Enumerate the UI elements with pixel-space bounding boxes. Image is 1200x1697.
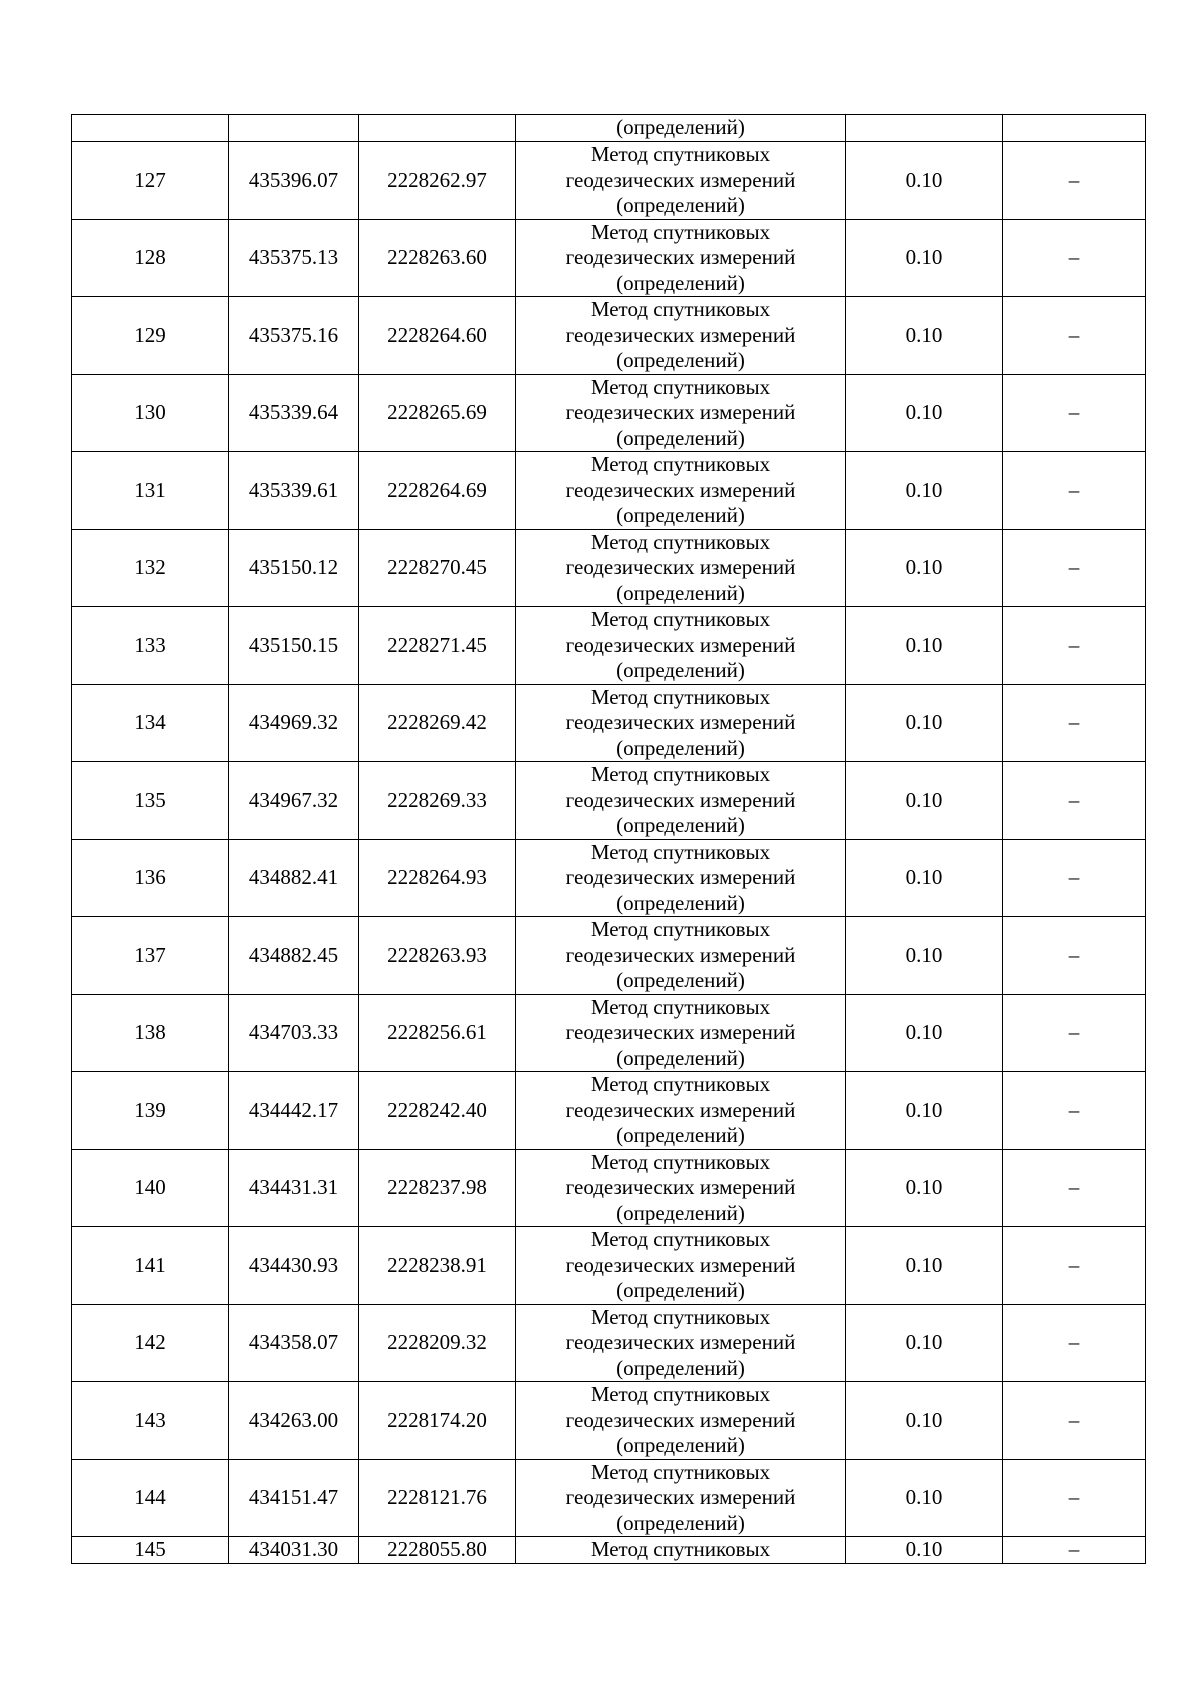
cell-x-coordinate: 435375.13 xyxy=(229,219,359,297)
cell-x-coordinate: 434882.45 xyxy=(229,917,359,995)
cell-note xyxy=(1003,115,1146,142)
cell-method xyxy=(516,762,846,840)
cell-note: – xyxy=(1003,297,1146,375)
cell-precision: 0.10 xyxy=(846,142,1003,220)
method-text: Метод спутниковых геодезических измерений (определений) xyxy=(565,529,796,605)
cell-point-number: 128 xyxy=(72,219,229,297)
cell-method xyxy=(516,1459,846,1537)
cell-precision: 0.10 xyxy=(846,374,1003,452)
cell-precision: 0.10 xyxy=(846,452,1003,530)
cell-method xyxy=(516,374,846,452)
cell-point-number: 137 xyxy=(72,917,229,995)
method-text: Метод спутниковых xyxy=(590,1537,771,1561)
cell-point-number: 133 xyxy=(72,607,229,685)
cell-note: – xyxy=(1003,1459,1146,1537)
table-row xyxy=(72,839,1146,917)
cell-method xyxy=(516,142,846,220)
cell-note: – xyxy=(1003,452,1146,530)
coordinates-table xyxy=(71,114,1146,1564)
table-row xyxy=(72,374,1146,452)
cell-x-coordinate: 435150.15 xyxy=(229,607,359,685)
table-row xyxy=(72,219,1146,297)
cell-precision: 0.10 xyxy=(846,297,1003,375)
cell-note: – xyxy=(1003,529,1146,607)
table-row xyxy=(72,142,1146,220)
cell-point-number: 138 xyxy=(72,994,229,1072)
cell-precision: 0.10 xyxy=(846,1537,1003,1564)
cell-point-number: 135 xyxy=(72,762,229,840)
table-row xyxy=(72,762,1146,840)
cell-method xyxy=(516,297,846,375)
table-row xyxy=(72,1382,1146,1460)
cell-x-coordinate: 435339.64 xyxy=(229,374,359,452)
cell-method: (определений) xyxy=(516,115,846,142)
cell-method xyxy=(516,1382,846,1460)
cell-method xyxy=(516,1537,846,1564)
cell-y-coordinate: 2228242.40 xyxy=(359,1072,516,1150)
cell-x-coordinate: 434430.93 xyxy=(229,1227,359,1305)
method-text: Метод спутниковых геодезических измерений (определений) xyxy=(565,917,796,992)
method-text: Метод спутниковых геодезических измерений (определений) xyxy=(565,762,796,837)
table-row xyxy=(72,452,1146,530)
cell-method xyxy=(516,529,846,607)
table-body xyxy=(72,115,1146,1564)
cell-y-coordinate: 2228238.91 xyxy=(359,1227,516,1305)
table-row xyxy=(72,1227,1146,1305)
table-row xyxy=(72,1459,1146,1537)
cell-note: – xyxy=(1003,1227,1146,1305)
cell-x-coordinate: 435375.16 xyxy=(229,297,359,375)
table-row xyxy=(72,529,1146,607)
cell-x-coordinate: 434263.00 xyxy=(229,1382,359,1460)
cell-precision: 0.10 xyxy=(846,219,1003,297)
method-text: Метод спутниковых геодезических измерений (определений) xyxy=(565,1149,796,1225)
cell-note: – xyxy=(1003,1537,1146,1564)
cell-precision: 0.10 xyxy=(846,1149,1003,1227)
cell-y-coordinate: 2228262.97 xyxy=(359,142,516,220)
cell-note: – xyxy=(1003,994,1146,1072)
cell-method xyxy=(516,219,846,297)
table-row xyxy=(72,684,1146,762)
cell-precision: 0.10 xyxy=(846,994,1003,1072)
cell-y-coordinate: 2228209.32 xyxy=(359,1304,516,1382)
table-row-continued xyxy=(72,115,1146,142)
method-text: Метод спутниковых геодезических измерений (определений) xyxy=(565,219,796,295)
cell-x-coordinate: 434431.31 xyxy=(229,1149,359,1227)
cell-precision: 0.10 xyxy=(846,529,1003,607)
table-row xyxy=(72,994,1146,1072)
cell-point-number: 143 xyxy=(72,1382,229,1460)
cell-note: – xyxy=(1003,219,1146,297)
cell-x-coordinate: 434703.33 xyxy=(229,994,359,1072)
cell-y-coordinate: 2228269.42 xyxy=(359,684,516,762)
method-text: Метод спутниковых геодезических измерений (определений) xyxy=(565,452,796,527)
cell-x-coordinate: 434967.32 xyxy=(229,762,359,840)
cell-point-number: 127 xyxy=(72,142,229,220)
cell-y-coordinate: 2228174.20 xyxy=(359,1382,516,1460)
method-text: Метод спутниковых геодезических измерений (определений) xyxy=(565,374,796,450)
cell-x-coordinate: 435150.12 xyxy=(229,529,359,607)
cell-y-coordinate: 2228264.69 xyxy=(359,452,516,530)
cell-method xyxy=(516,607,846,685)
cell-precision: 0.10 xyxy=(846,917,1003,995)
method-text: Метод спутниковых геодезических измерений (определений) xyxy=(565,297,796,372)
cell-point-number: 144 xyxy=(72,1459,229,1537)
cell-note: – xyxy=(1003,607,1146,685)
cell-x-coordinate: 434882.41 xyxy=(229,839,359,917)
table-row-partial xyxy=(72,1537,1146,1564)
method-text: Метод спутниковых геодезических измерений (определений) xyxy=(565,684,796,760)
cell-x-coordinate: 435339.61 xyxy=(229,452,359,530)
cell-precision: 0.10 xyxy=(846,607,1003,685)
cell-x-coordinate: 435396.07 xyxy=(229,142,359,220)
cell-method xyxy=(516,1149,846,1227)
cell-point-number: 139 xyxy=(72,1072,229,1150)
cell-x-coordinate: 434151.47 xyxy=(229,1459,359,1537)
cell-point-number: 141 xyxy=(72,1227,229,1305)
cell-method xyxy=(516,839,846,917)
cell-precision: 0.10 xyxy=(846,1304,1003,1382)
cell-point-number: 136 xyxy=(72,839,229,917)
cell-y-coordinate: 2228263.93 xyxy=(359,917,516,995)
cell-point-number: 131 xyxy=(72,452,229,530)
cell-y-coordinate: 2228237.98 xyxy=(359,1149,516,1227)
cell-y-coordinate: 2228265.69 xyxy=(359,374,516,452)
cell-y-coordinate: 2228055.80 xyxy=(359,1537,516,1564)
cell-point-number: 129 xyxy=(72,297,229,375)
method-text: Метод спутниковых геодезических измерений (определений) xyxy=(565,1304,796,1380)
cell-point-number: 142 xyxy=(72,1304,229,1382)
cell-note: – xyxy=(1003,684,1146,762)
cell-point-number: 145 xyxy=(72,1537,229,1564)
method-text: Метод спутниковых геодезических измерений (определений) xyxy=(565,1227,796,1302)
cell-precision: 0.10 xyxy=(846,1072,1003,1150)
cell-y-coordinate xyxy=(359,115,516,142)
table-row xyxy=(72,1304,1146,1382)
cell-x-coordinate: 434969.32 xyxy=(229,684,359,762)
cell-note: – xyxy=(1003,1304,1146,1382)
cell-precision: 0.10 xyxy=(846,1382,1003,1460)
cell-point-number xyxy=(72,115,229,142)
cell-point-number: 134 xyxy=(72,684,229,762)
method-text: Метод спутниковых геодезических измерений (определений) xyxy=(565,142,796,217)
cell-note: – xyxy=(1003,839,1146,917)
cell-precision: 0.10 xyxy=(846,839,1003,917)
cell-precision: 0.10 xyxy=(846,1227,1003,1305)
cell-x-coordinate: 434031.30 xyxy=(229,1537,359,1564)
cell-point-number: 140 xyxy=(72,1149,229,1227)
cell-note: – xyxy=(1003,374,1146,452)
cell-y-coordinate: 2228264.60 xyxy=(359,297,516,375)
cell-note: – xyxy=(1003,142,1146,220)
cell-note: – xyxy=(1003,762,1146,840)
cell-y-coordinate: 2228270.45 xyxy=(359,529,516,607)
cell-point-number: 130 xyxy=(72,374,229,452)
table-row xyxy=(72,297,1146,375)
cell-note: – xyxy=(1003,1072,1146,1150)
cell-method xyxy=(516,1304,846,1382)
cell-y-coordinate: 2228271.45 xyxy=(359,607,516,685)
cell-method xyxy=(516,684,846,762)
cell-method xyxy=(516,1072,846,1150)
cell-precision: 0.10 xyxy=(846,1459,1003,1537)
method-text: Метод спутниковых геодезических измерений (определений) xyxy=(565,839,796,915)
cell-x-coordinate: 434358.07 xyxy=(229,1304,359,1382)
cell-method xyxy=(516,1227,846,1305)
cell-x-coordinate: 434442.17 xyxy=(229,1072,359,1150)
cell-y-coordinate: 2228256.61 xyxy=(359,994,516,1072)
cell-x-coordinate xyxy=(229,115,359,142)
cell-y-coordinate: 2228264.93 xyxy=(359,839,516,917)
cell-note: – xyxy=(1003,917,1146,995)
table-row xyxy=(72,1149,1146,1227)
method-text: Метод спутниковых геодезических измерений (определений) xyxy=(565,1072,796,1147)
cell-method xyxy=(516,917,846,995)
cell-point-number: 132 xyxy=(72,529,229,607)
cell-precision xyxy=(846,115,1003,142)
cell-method xyxy=(516,994,846,1072)
table-row xyxy=(72,1072,1146,1150)
method-text: Метод спутниковых геодезических измерений (определений) xyxy=(565,607,796,682)
cell-note: – xyxy=(1003,1149,1146,1227)
method-text: Метод спутниковых геодезических измерений (определений) xyxy=(565,1459,796,1535)
method-text: Метод спутниковых геодезических измерений (определений) xyxy=(565,994,796,1070)
cell-note: – xyxy=(1003,1382,1146,1460)
cell-y-coordinate: 2228263.60 xyxy=(359,219,516,297)
cell-precision: 0.10 xyxy=(846,684,1003,762)
cell-precision: 0.10 xyxy=(846,762,1003,840)
cell-y-coordinate: 2228269.33 xyxy=(359,762,516,840)
table-row xyxy=(72,917,1146,995)
cell-y-coordinate: 2228121.76 xyxy=(359,1459,516,1537)
cell-method xyxy=(516,452,846,530)
table-row xyxy=(72,607,1146,685)
method-text: Метод спутниковых геодезических измерений (определений) xyxy=(565,1382,796,1457)
